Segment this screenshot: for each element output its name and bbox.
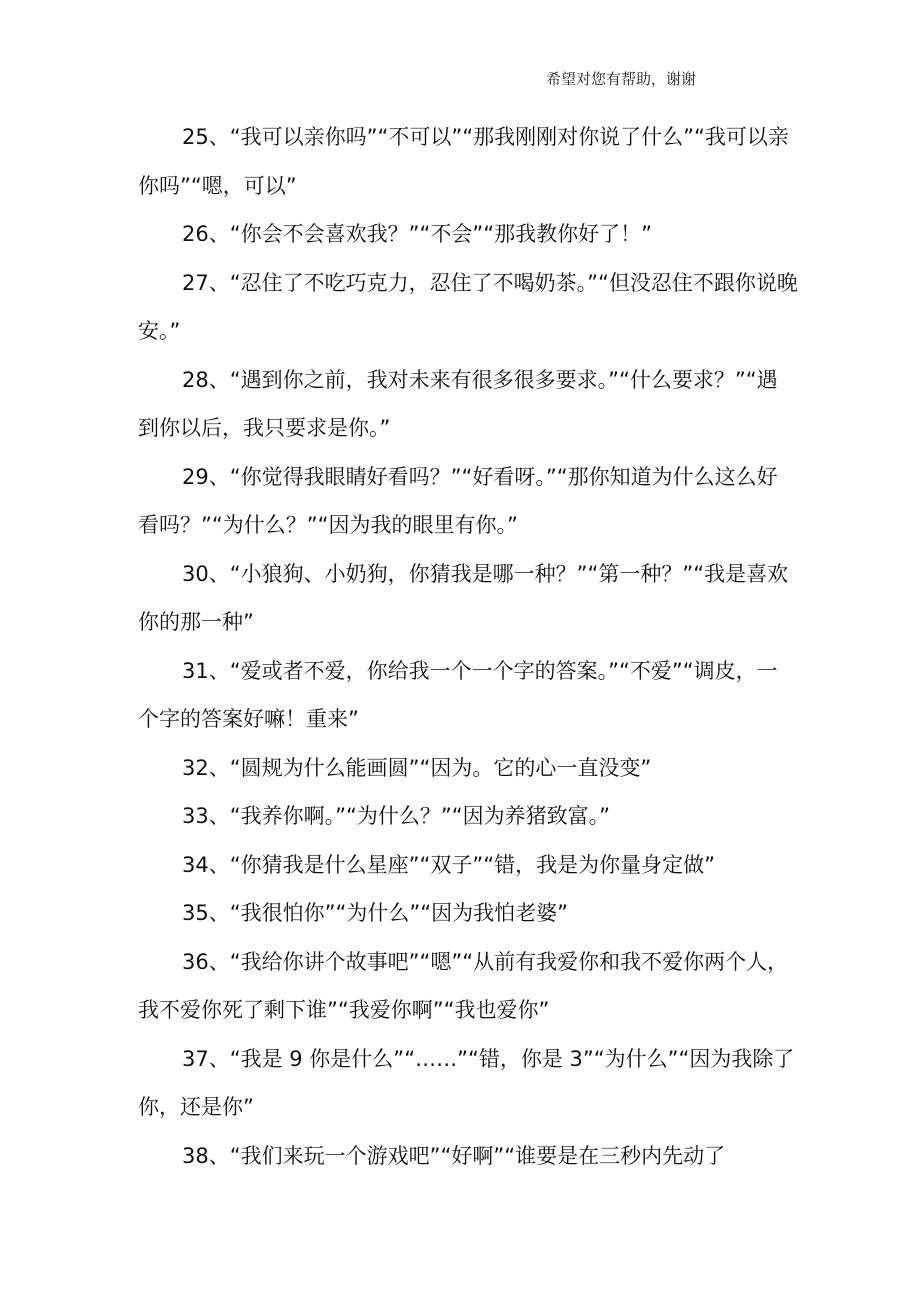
paragraph-35: 35、“我很怕你”“为什么”“因为我怕老婆” xyxy=(182,901,568,925)
paragraph-36: 36、“我给你讲个故事吧”“嗯”“从前有我爱你和我不爱你两个人，我不爱你死了剩下谁”“我爱你啊”“我也爱你” xyxy=(138,949,789,1022)
paragraph-29: 29、“你觉得我眼睛好看吗？”“好看呀。”“那你知道为什么这么好看吗？”“为什么？”“因为我的眼里有你。” xyxy=(138,464,778,537)
paragraph-26: 26、“你会不会喜欢我？”“不会”“那我教你好了！” xyxy=(182,222,652,246)
paragraph-37: 37、“我是 9 你是什么”“……”“错，你是 3”“为什么”“因为我除了你，还是你” xyxy=(138,1046,795,1119)
paragraph-33: 33、“我养你啊。”“为什么？”“因为养猪致富。” xyxy=(182,804,610,828)
paragraph-28: 28、“遇到你之前，我对未来有很多很多要求。”“什么要求？”“遇到你以后，我只要求是你。” xyxy=(138,367,778,440)
paragraph-31: 31、“爱或者不爱，你给我一个一个字的答案。”“不爱”“调皮，一个字的答案好嘛！重来” xyxy=(138,658,778,731)
paragraph-27: 27、“忍住了不吃巧克力，忍住了不喝奶茶。”“但没忍住不跟你说晚安。” xyxy=(138,270,798,343)
paragraph-25: 25、“我可以亲你吗”“不可以”“那我刚刚对你说了什么”“我可以亲你吗”“嗯，可以” xyxy=(138,125,789,198)
paragraph-38: 38、“我们来玩一个游戏吧”“好啊”“谁要是在三秒内先动了 xyxy=(182,1143,726,1168)
paragraph-34: 34、“你猜我是什么星座”“双子”“错，我是为你量身定做” xyxy=(182,852,715,877)
header-note: 希望对您有帮助，谢谢 xyxy=(546,70,697,88)
paragraph-30: 30、“小狼狗、小奶狗，你猜我是哪一种？”“第一种？”“我是喜欢你的那一种” xyxy=(138,561,789,634)
document-body xyxy=(138,113,798,1180)
paragraph-32: 32、“圆规为什么能画圆”“因为。它的心一直没变” xyxy=(182,755,652,780)
